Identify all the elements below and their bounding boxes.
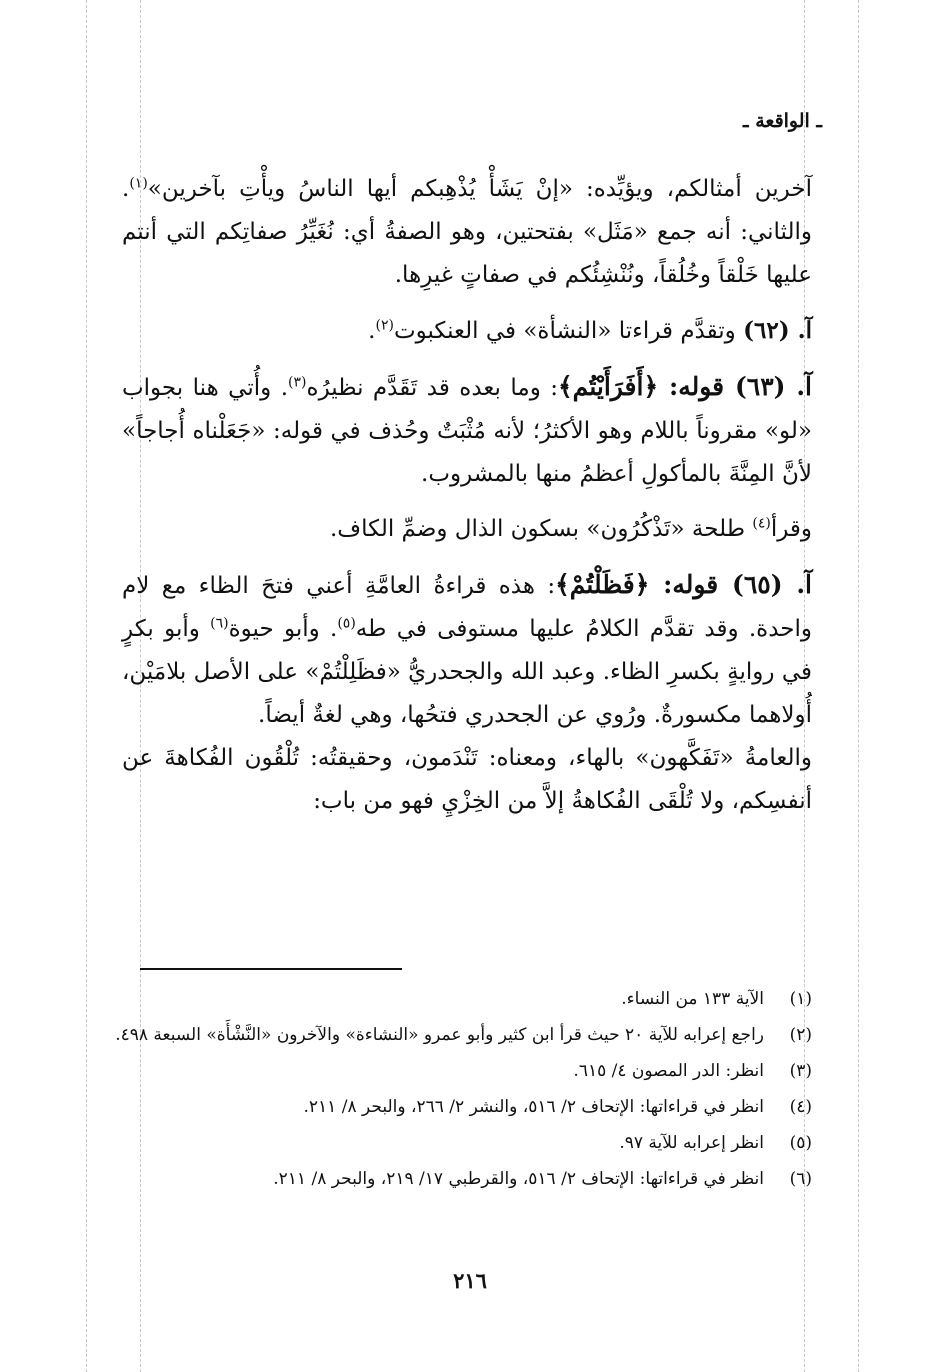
footnote-text: انظر إعرابه للآية ٩٧. xyxy=(619,1133,764,1153)
footnote-number: (٦) xyxy=(789,1169,812,1189)
paragraph: والعامةُ «تَفَكَّهون» بالهاء، ومعناه: تَنْدَمون، وحقيقتُه: تُلْقُون الفُكاهةَ عن أنفسِكم، ولا تُلْقَى الفُكاهةُ إلاَّ من الخِزْيِ فهو من باب: xyxy=(122,745,812,814)
footnote-number: (٢) xyxy=(789,1025,812,1045)
footnote-text: انظر في قراءاتها: الإتحاف ٢/ ٥١٦، والنشر ٢/ ٢٦٦، والبحر ٨/ ٢١١. xyxy=(303,1097,764,1117)
footnote xyxy=(112,1093,812,1122)
running-header: ـ الواقعة ـ xyxy=(743,110,822,132)
footnote xyxy=(112,1021,812,1050)
qawluhu-label: قوله: xyxy=(649,570,733,599)
footnote-text: انظر: الدر المصون ٤/ ٦١٥. xyxy=(573,1061,764,1081)
footnote-ref: (٦) xyxy=(210,615,229,632)
verse-number: آ. (٦٣) xyxy=(734,372,812,401)
footnote-number: (٥) xyxy=(789,1133,812,1153)
main-text xyxy=(122,168,812,823)
footnote-number: (٤) xyxy=(789,1097,812,1117)
footnote xyxy=(112,1165,812,1194)
paragraph: آخرين أمثالكم، ويؤيِّده: «إنْ يَشَأْ يُذْهِبكم أيها الناسُ ويأْتِ بآخرين»$^{(١)}$. والثاني: أنه جمع «مَثَل» بفتحتين، وهو الصفةُ أي: نُغَيِّرُ صفاتِكم التي أنتم عليها خَلْقاً وخُلُقاً، ونُنْشِئُكم في صفاتٍ غيرِها. xyxy=(122,175,812,288)
footnotes xyxy=(112,985,812,1201)
footnote xyxy=(112,1129,812,1158)
footnote-ref: (٥) xyxy=(337,615,356,632)
footnote-number: (١) xyxy=(789,989,812,1009)
footnote xyxy=(112,1057,812,1086)
verse-number: آ. (٦٢) xyxy=(743,317,812,344)
footnote xyxy=(112,985,812,1014)
paragraph: آ. (٦٢) وتقدَّم قراءتا «النشأة» في العنكبوت$^{(٢)}$. xyxy=(368,317,812,344)
footnote-text: انظر في قراءاتها: الإتحاف ٢/ ٥١٦، والقرطبي ١٧/ ٢١٩، والبحر ٨/ ٢١١. xyxy=(273,1169,764,1189)
footnote-separator xyxy=(140,968,402,970)
page-number: ٢١٦ xyxy=(453,1268,487,1293)
paragraph: آ. (٦٥) قوله: ﴿فَظَلْتُمْ﴾: هذه قراءةُ العامَّةِ أعني فتحَ الظاء مع لام واحدة. وقد تقدَّم الكلامُ عليها مستوفى في طه$^{(٥)}$. وأبو حيوة$^{(٦)}$ وأبو بكرٍ في روايةٍ بكسرِ الظاء. وعبد الله والجحدريُّ «فظَلِلْتُمْ» على الأصل بلامَيْن، أُولاهما مكسورةٌ. ورُوي عن الجحدري فتحُها، وهي لغةٌ أيضاً. xyxy=(122,570,812,728)
verse-number: آ. (٦٥) xyxy=(732,570,812,599)
footnote-ref: (١) xyxy=(129,175,148,192)
quran-quote: ﴿أَفَرَأَيْتُم﴾ xyxy=(558,372,659,401)
footnote-number: (٣) xyxy=(789,1061,812,1081)
paragraph: آ. (٦٣) قوله: ﴿أَفَرَأَيْتُم﴾: وما بعده قد تَقَدَّم نظيرُه$^{(٣)}$. وأُتي هنا بجواب «لو» مقروناً باللام وهو الأكثرُ؛ لأنه مُثْبَتٌ وحُذف في قوله: «جَعَلْناه أُجاجاً» لأنَّ المِنَّةَ بالمأكولِ أعظمُ منها بالمشروب. xyxy=(122,372,812,487)
footnote-ref: (٢) xyxy=(375,317,394,334)
qawluhu-label: قوله: xyxy=(658,372,735,401)
footnote-text: راجع إعرابه للآية ٢٠ حيث قرأ ابن كثير وأبو عمرو «النشاءة» والآخرون «النَّشْأَة» السبعة ٤٩٨. xyxy=(115,1025,764,1045)
footnote-ref: (٣) xyxy=(288,374,307,391)
footnote-ref: (٤) xyxy=(752,515,771,532)
footnote-text: الآية ١٣٣ من النساء. xyxy=(621,989,764,1009)
paragraph: وقرأ$^{(٤)}$ طلحة «تَذْكُرُون» بسكون الذال وضمِّ الكاف. xyxy=(329,515,812,542)
quran-quote: ﴿فَظَلْتُمْ﴾ xyxy=(555,570,650,599)
